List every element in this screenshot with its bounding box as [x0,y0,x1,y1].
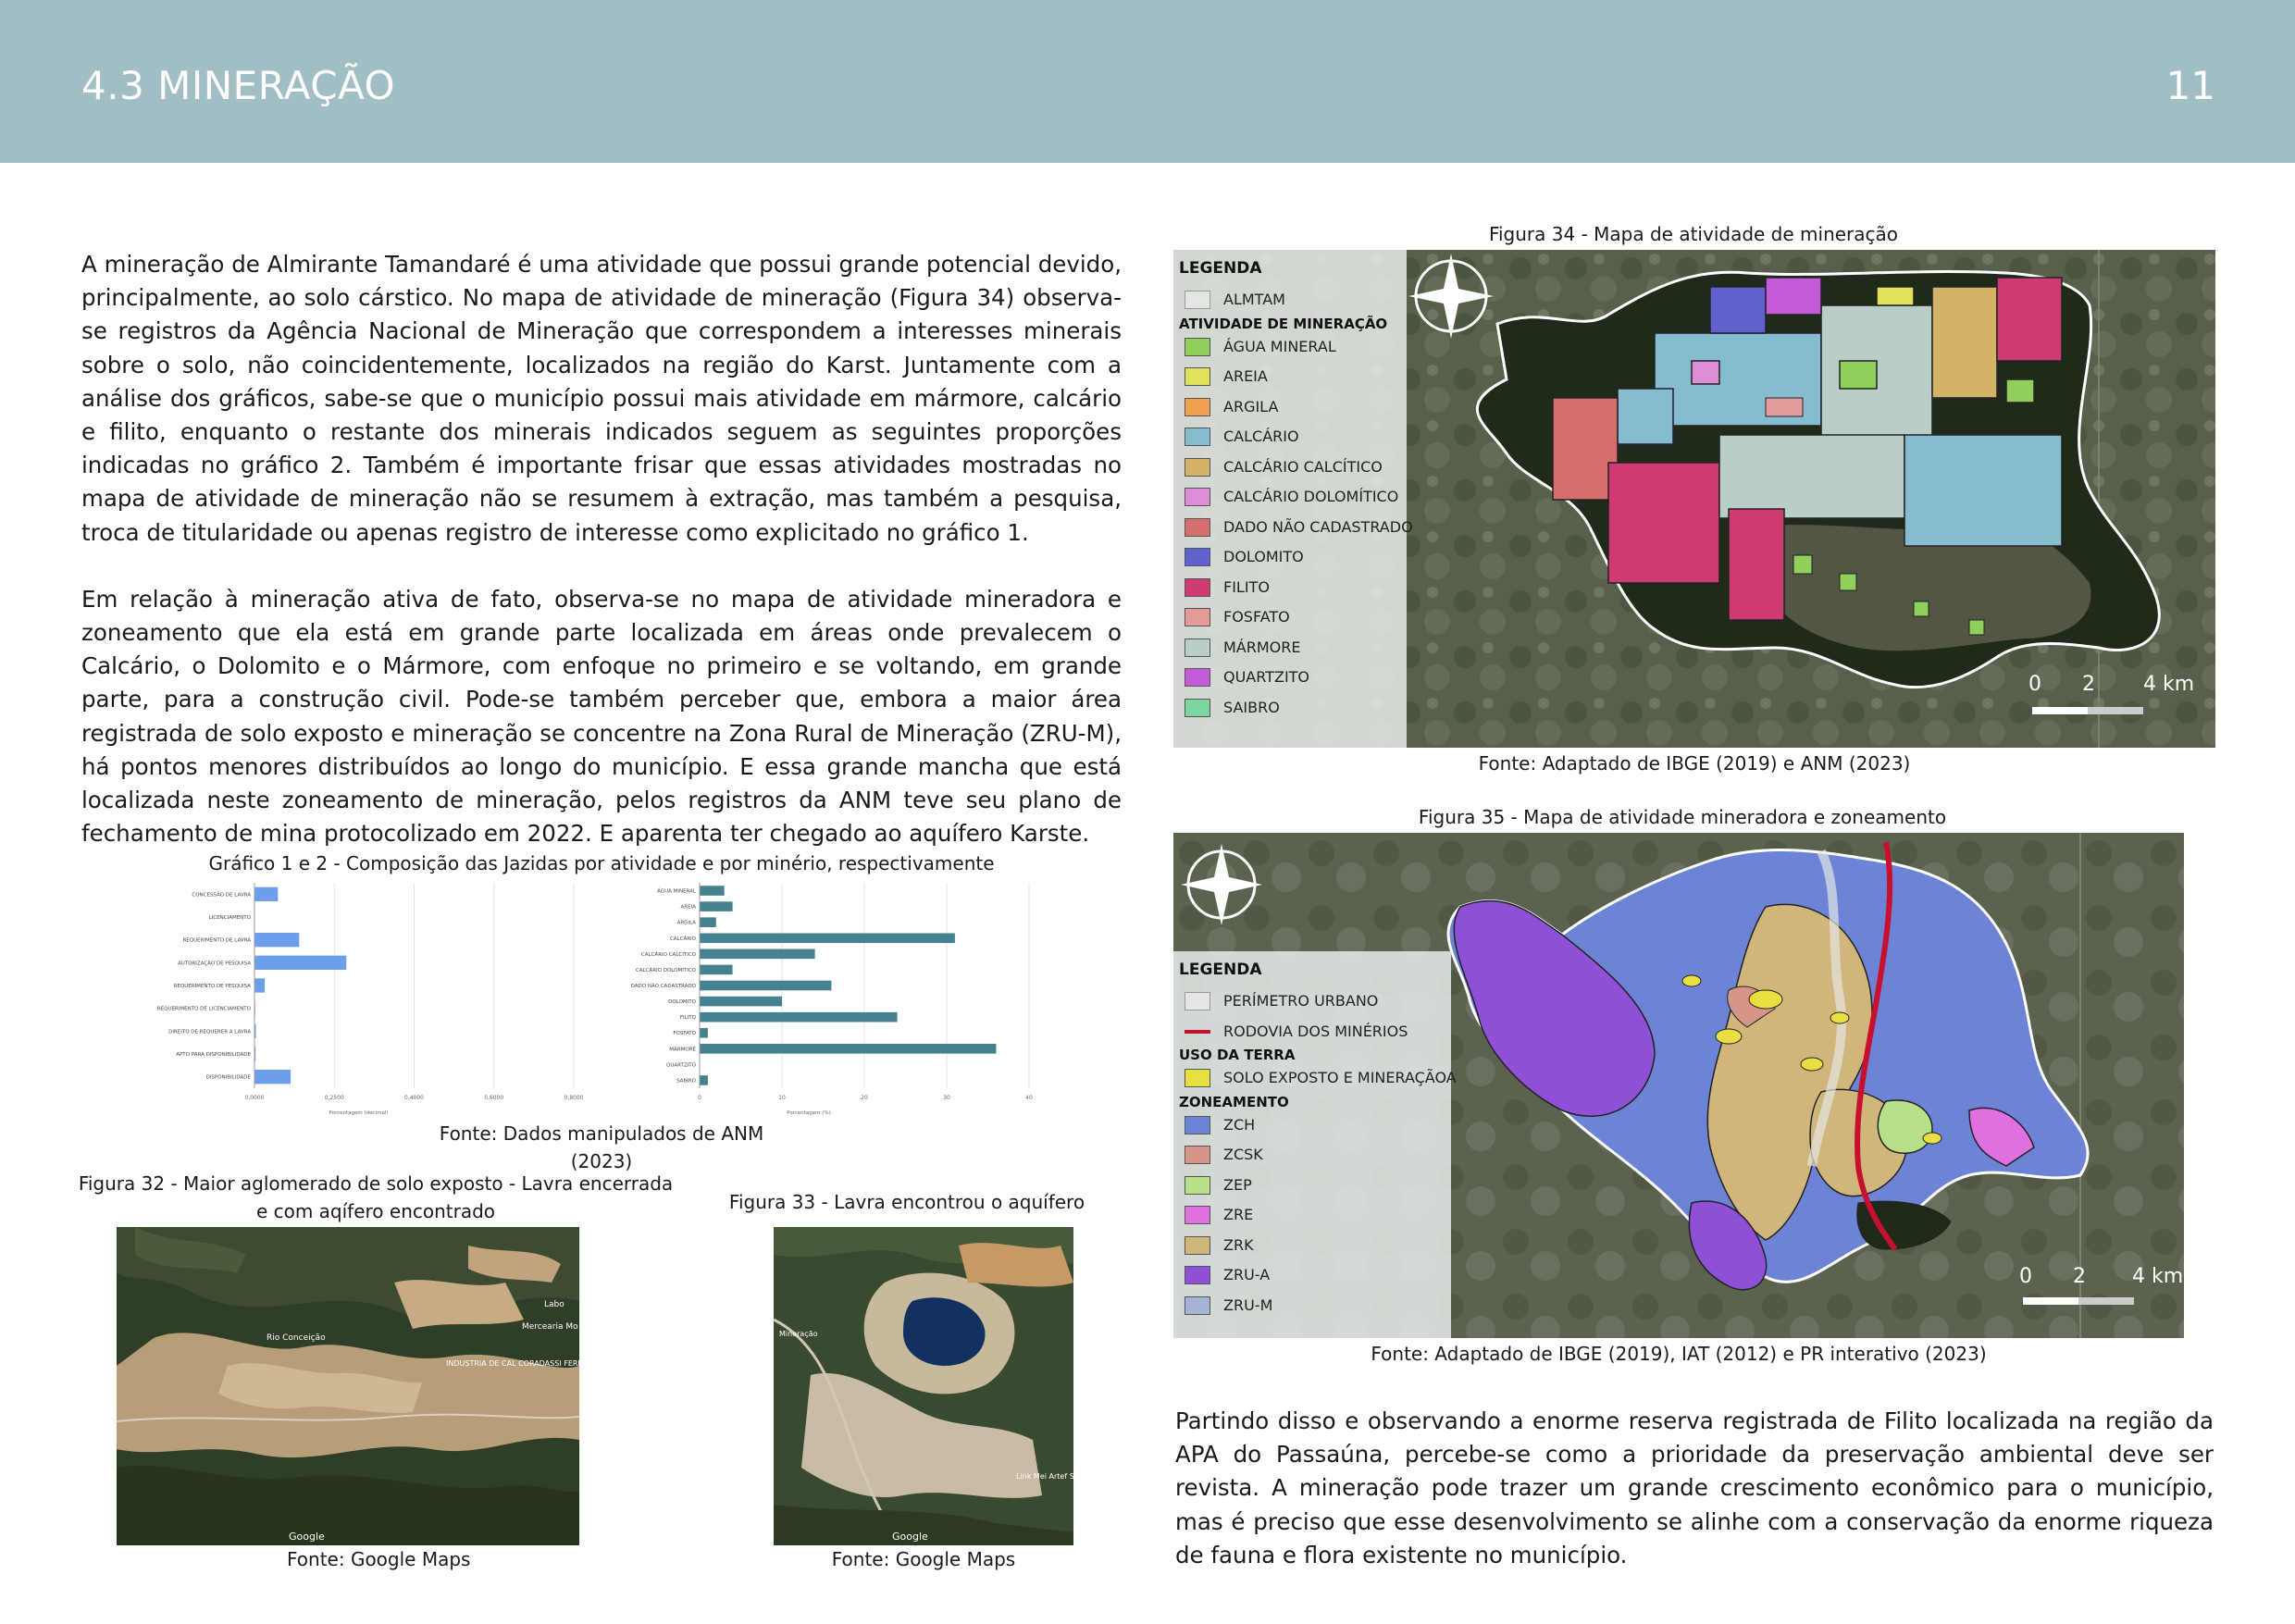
figure32-label-labo: Labo [544,1300,564,1309]
figure33-source: Fonte: Google Maps [831,1548,1016,1570]
legend-label: CALCÁRIO CALCÍTICO [1223,457,1383,476]
charts-caption: Gráfico 1 e 2 - Composição das Jazidas por atividade e por minério, respectivamente [208,852,995,874]
x-tick-label: 40 [1025,1095,1033,1101]
scale-0: 0 [2028,673,2041,696]
x-tick-label: 0,6000 [484,1095,504,1101]
category-label: REQUERIMENTO DE PESQUISA [173,984,251,989]
legend34-item-11 [1179,663,1401,693]
legend34-item-5 [1179,482,1401,513]
bar [700,965,733,975]
legend34-item-12 [1179,693,1401,724]
scale-2: 2 [2073,1265,2086,1288]
legend35-item-6 [1179,1291,1445,1321]
legend-swatch [1185,518,1210,537]
page-header [0,0,2295,163]
figure34-map [1173,250,2215,748]
legend-label: QUARTZITO [1223,668,1310,686]
legend-group-zoning: ZONEAMENTO [1179,1093,1289,1110]
legend-label: ZEP [1223,1175,1252,1194]
legend-swatch [1185,699,1210,717]
figure33-label-mineracao: Mineração [779,1330,818,1338]
legend-label: MÁRMORE [1223,638,1301,656]
bar [254,933,299,947]
bar [700,981,831,991]
bar [254,1070,291,1084]
figure32-label-industria: INDUSTRIA DE CAL CORADASSI FERREIRA [446,1359,601,1368]
figure32-google-logo: Google [289,1531,325,1543]
figure33-caption: Figura 33 - Lavra encontrou o aquífero [728,1191,1085,1213]
chart-mineral-composition [611,879,1038,1122]
figure32-source: Fonte: Google Maps [287,1548,471,1570]
legend-label: ZRK [1223,1235,1254,1254]
category-label: DOLOMITO [668,999,696,1006]
legend-item-exposed-soil: SOLO EXPOSTO E MINERAÇÃOA [1179,1063,1445,1094]
legend-swatch [1185,1296,1210,1315]
x-tick-label: 0 [698,1095,701,1101]
legend-label: ZRE [1223,1206,1254,1223]
category-label: CONCESSÃO DE LAVRA [192,892,251,899]
legend34-item-9 [1179,602,1401,633]
figure32-label-mercearia: Mercearia Mo [522,1322,578,1332]
category-label: CALCÁRIO CALCÍTICO [640,951,696,958]
x-tick-label: 20 [861,1095,868,1101]
figure32-caption-line2: e com aqífero encontrado [255,1200,496,1222]
legend34-item-10 [1179,633,1401,663]
bar [254,887,278,901]
category-label: MÁRMORE [669,1047,696,1053]
category-label: SAIBRO [676,1078,696,1085]
scale-2: 2 [2082,673,2095,696]
legend34-item-8 [1179,573,1401,603]
legend35-item-4 [1179,1231,1445,1261]
legend34-item-2 [1179,392,1401,423]
category-label: CALCÁRIO DOLOMÍTICO [635,967,696,973]
legend-swatch [1185,338,1210,356]
legend-label: SAIBRO [1223,698,1280,716]
x-axis-label: Porcentagem (decimal) [329,1110,389,1116]
x-axis-label: Porcentagem (%) [787,1110,831,1116]
figure35-map [1173,833,2184,1338]
figure32-caption-line1: Figura 32 - Maior aglomerado de solo exposto - Lavra encerrada [78,1172,674,1195]
x-tick-label: 0,2500 [324,1095,344,1101]
legend-item-urban: PERÍMETRO URBANO [1179,986,1445,1017]
x-tick-label: 0,8000 [564,1095,584,1101]
category-label: REQUERIMENTO DE LICENCIAMENTO [156,1006,251,1012]
bar [700,949,815,960]
legend-label: FILITO [1223,577,1270,596]
category-label: AUTORIZAÇÃO DE PESQUISA [177,961,251,967]
category-label: APTO PARA DISPONIBILIDADE [176,1052,251,1058]
category-label: FILITO [679,1015,696,1022]
bar [700,917,716,927]
legend-label: ARGILA [1223,397,1279,415]
chart-activity-composition [139,879,583,1122]
legend-label: ZCSK [1223,1146,1263,1163]
legend-swatch [1185,548,1210,566]
category-label: LICENCIAMENTO [208,915,251,921]
legend-label: DOLOMITO [1223,548,1304,565]
legend-swatch [1185,1266,1210,1284]
legend-title: LEGENDA [1179,961,1262,979]
category-label: DIREITO DE REQUERER A LAVRA [168,1029,251,1035]
legend-swatch [1185,578,1210,597]
intro-text [81,248,1122,850]
figure33-google-logo: Google [892,1531,928,1543]
legend34-item-0 [1179,332,1401,363]
category-label: CALCÁRIO [669,936,696,942]
legend-label: CALCÁRIO DOLOMÍTICO [1223,488,1399,505]
legend-swatch [1185,488,1210,506]
legend-swatch [1185,398,1210,416]
scale-4km: 4 km [2132,1265,2184,1288]
legend35-item-2 [1179,1171,1445,1201]
x-tick-label: 30 [943,1095,950,1101]
bar [700,886,725,896]
legend-swatch [1185,1176,1210,1195]
figure34-caption: Figura 34 - Mapa de atividade de mineração [1488,223,1899,245]
page-number: 11 [2165,63,2215,108]
legend35-item-5 [1179,1260,1445,1291]
category-label: DISPONIBILIDADE [205,1074,251,1081]
legend-item-road: RODOVIA DOS MINÉRIOS [1179,1017,1445,1048]
legend-swatch [1185,1236,1210,1255]
category-label: ÁGUA MINERAL [657,888,696,895]
figure35-source: Fonte: Adaptado de IBGE (2019), IAT (2012) e PR interativo (2023) [1371,1343,1987,1365]
paragraph-2: Em relação à mineração ativa de fato, observa-se no mapa de atividade mineradora e zoneamento que ela está em grande parte localizada em áreas onde prevalecem o Calcário, o Dolomito e o Mármore, com enfoque no primeiro e se voltando, em grande parte, para a construção civil. Pode-se também perceber que, embora a maior área registrada de solo exposto e mineração se concentre na Zona Rural de Mineração (ZRU-M), há pontos menores distribuídos ao longo do município. E essa grande mancha que está localizada neste zoneamento de mineração, pelos registros da ANM teve seu plano de fechamento de mina protocolizado em 2022. E aparenta ter chegado ao aquífero Karste. [81,585,1122,848]
x-tick-label: 10 [778,1095,786,1101]
legend-label: AREIA [1223,367,1268,385]
bar [254,956,346,970]
bar [254,978,265,992]
bar [700,1012,898,1023]
category-label: FOSFATO [673,1031,696,1037]
legend35-item-3 [1179,1200,1445,1231]
legend-label: ÁGUA MINERAL [1223,337,1336,355]
bar [700,1075,708,1085]
legend34-item-7 [1179,542,1401,573]
legend-label: ZRU-A [1223,1266,1271,1283]
figure34-legend [1173,250,1413,748]
x-tick-label: 0,4000 [404,1095,424,1101]
conclusion-text: Partindo disso e observando a enorme reserva registrada de Filito localizada na região da APA do Passaúna, percebe-se como a prioridade da preservação ambiental deve ser revista. A mineração pode trazer um grande crescimento econômico para o município, mas é preciso que esse desenvolvimento se alinhe com a conservação da enorme riqueza de fauna e flora existente no município. [1175,1407,2214,1568]
bar [700,901,733,911]
charts-source-line1: Fonte: Dados manipulados de ANM [439,1122,764,1145]
figure32-satellite-photo [117,1227,601,1545]
legend-title: LEGENDA [1179,259,1262,278]
x-tick-label: 0,0000 [244,1095,265,1101]
legend-swatch [1185,367,1210,386]
legend-swatch [1185,608,1210,626]
charts-source-line2: (2023) [570,1150,633,1172]
category-label: DADO NÃO CADASTRADO [630,984,696,989]
category-label: QUARTZITO [666,1062,696,1069]
legend-swatch [1185,428,1210,446]
legend-group-land-use: USO DA TERRA [1179,1047,1296,1063]
category-label: ARGILA [676,920,696,926]
category-label: AREIA [680,904,696,911]
legend-label: DADO NÃO CADASTRADO [1223,517,1413,536]
charts-source [416,1120,787,1175]
legend-label: FOSFATO [1223,608,1290,626]
legend-swatch [1185,668,1210,687]
bar [700,1044,996,1054]
legend-item-boundary: ALMTAM [1179,285,1401,316]
figure32-caption [74,1170,677,1225]
paragraph-1: A mineração de Almirante Tamandaré é uma atividade que possui grande potencial devido, principalmente, ao solo cárstico. No mapa de atividade de mineração (Figura 34) observa-se registros da Agência Nacional de Mineração que correspondem a interesses minerais sobre o solo, não coincidentemente, localizados na região do Karst. Juntamente com a análise dos gráficos, sabe-se que o município possui mais atividade em mármore, calcário e filito, enquanto o restante dos minerais indicados seguem as seguintes proporções indicadas no gráfico 2. Também é importante frisar que essas atividades mostradas no mapa de atividade de mineração não se resumem à extração, mas também a pesquisa, troca de titularidade ou apenas registro de interesse como explicitado no gráfico 1. [81,251,1122,546]
legend-group-activity: ATIVIDADE DE MINERAÇÃO [1179,315,1388,332]
figure35-legend [1173,951,1457,1338]
legend-swatch [1185,638,1210,657]
legend35-item-0 [1179,1110,1445,1141]
legend34-item-1 [1179,362,1401,392]
legend-swatch [1185,458,1210,477]
scale-4km: 4 km [2143,673,2195,696]
legend34-item-4 [1179,452,1401,483]
category-label: REQUERIMENTO DE LAVRA [182,937,251,944]
figure35-caption: Figura 35 - Mapa de atividade mineradora e zoneamento [1418,806,1947,828]
legend34-item-6 [1179,513,1413,543]
figure33-label-link: Link Mei Artef Sema [1016,1472,1091,1481]
bar [700,933,955,943]
legend-swatch [1185,1206,1210,1224]
legend35-item-1 [1179,1140,1445,1171]
legend-label: ZRU-M [1223,1295,1273,1314]
section-title: 4.3 MINERAÇÃO [81,63,396,108]
figure34-source: Fonte: Adaptado de IBGE (2019) e ANM (2023) [1478,752,1911,775]
legend34-item-3 [1179,422,1401,452]
figure33-satellite-photo [774,1227,1091,1545]
legend-label: ZCH [1223,1115,1256,1134]
bar [700,1028,708,1038]
bar [700,997,782,1007]
legend-swatch [1185,1116,1210,1134]
scale-0: 0 [2019,1265,2032,1288]
legend-label: CALCÁRIO [1223,428,1299,445]
legend-swatch [1185,1146,1210,1164]
figure32-label-rio: Rio Conceição [267,1333,326,1343]
